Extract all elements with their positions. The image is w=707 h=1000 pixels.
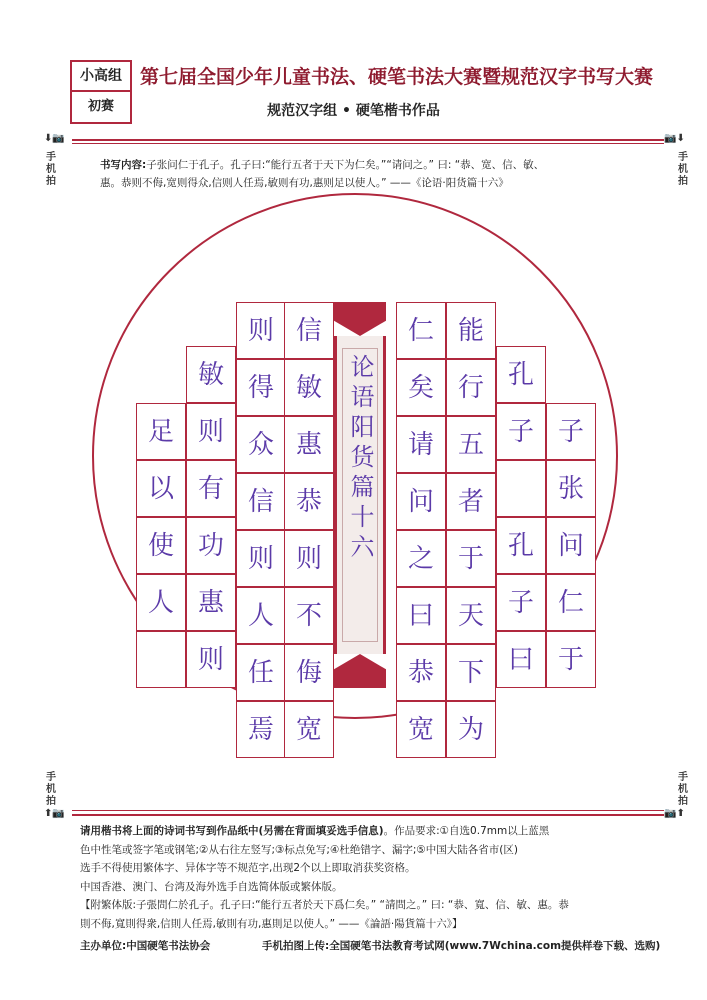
scroll-title: 论语阳货篇十六 bbox=[346, 354, 374, 564]
grid-cell: 问 bbox=[396, 473, 446, 530]
grid-cell: 张 bbox=[546, 460, 596, 517]
instruction-line-4: 中国香港、澳门、台湾及海外选手自选简体版或繁体版。 bbox=[80, 880, 343, 893]
grid-cell: 请 bbox=[396, 416, 446, 473]
traditional-line-2: 則不侮,寬則得衆,信則人任焉,敏則有功,惠則足以使人。” ——《論語·陽貨篇十六》】 bbox=[80, 917, 463, 930]
grid-cell: 惠 bbox=[284, 416, 334, 473]
writing-content bbox=[100, 156, 660, 192]
camera-icon: 📷⬇ bbox=[664, 133, 685, 144]
page-title: 第七届全国少年儿童书法、硬笔书法大赛暨规范汉字书写大赛 bbox=[140, 66, 654, 88]
side-label-right-top: 手机拍 bbox=[678, 152, 688, 187]
title-scroll bbox=[334, 302, 386, 688]
grid-cell: 以 bbox=[136, 460, 186, 517]
grid-cell: 焉 bbox=[236, 701, 286, 758]
round-label: 初赛 bbox=[87, 99, 114, 114]
grid-cell: 之 bbox=[396, 530, 446, 587]
bottom-rule-thin bbox=[72, 810, 664, 811]
scroll-top-band bbox=[334, 302, 386, 336]
grid-cell: 人 bbox=[236, 587, 286, 644]
grid-cell: 则 bbox=[284, 530, 334, 587]
grid-cell: 孔 bbox=[496, 346, 546, 403]
grid-cell: 敏 bbox=[284, 359, 334, 416]
content-line-1: 子张问仁于孔子。孔子曰:“能行五者于天下为仁矣。”“请问之。” 曰: “恭、宽、信、敏、 bbox=[146, 159, 545, 171]
camera-icon: ⬇📷 bbox=[44, 133, 65, 144]
bottom-rule bbox=[72, 814, 664, 816]
grid-cell: 矣 bbox=[396, 359, 446, 416]
instruction-line-3: 选手不得使用繁体字、异体字等不规范字,出现2个以上即取消获奖资格。 bbox=[80, 862, 416, 874]
top-rule bbox=[72, 139, 664, 141]
grid-cell bbox=[496, 460, 546, 517]
grid-cell: 惠 bbox=[186, 574, 236, 631]
grid-cell: 问 bbox=[546, 517, 596, 574]
instruction-bold: 请用楷书将上面的诗词书写到作品纸中(另需在背面填妥选手信息) bbox=[80, 825, 384, 837]
grid-cell: 于 bbox=[446, 530, 496, 587]
grid-cell: 者 bbox=[446, 473, 496, 530]
grid-cell: 天 bbox=[446, 587, 496, 644]
grid-cell: 于 bbox=[546, 631, 596, 688]
grid-cell: 足 bbox=[136, 403, 186, 460]
grid-cell: 能 bbox=[446, 302, 496, 359]
page-subtitle: 规范汉字组 • 硬笔楷书作品 bbox=[267, 103, 440, 119]
grid-cell: 敏 bbox=[186, 346, 236, 403]
instruction-line-2: 色中性笔或签字笔或钢笔;②从右往左竖写;③标点免写;④杜绝错字、漏字;⑤中国大陆各省市(区) bbox=[80, 843, 518, 856]
grid-cell: 得 bbox=[236, 359, 286, 416]
camera-icon: 📷⬆ bbox=[664, 808, 685, 819]
side-label-right-bottom: 手机拍 bbox=[678, 772, 688, 807]
grid-cell: 任 bbox=[236, 644, 286, 701]
grid-cell bbox=[136, 631, 186, 688]
grid-cell: 功 bbox=[186, 517, 236, 574]
grid-cell: 下 bbox=[446, 644, 496, 701]
grid-cell: 曰 bbox=[396, 587, 446, 644]
grid-cell: 则 bbox=[236, 530, 286, 587]
grid-cell: 子 bbox=[546, 403, 596, 460]
grid-cell: 仁 bbox=[396, 302, 446, 359]
grid-cell: 孔 bbox=[496, 517, 546, 574]
grid-cell: 信 bbox=[236, 473, 286, 530]
grid-cell: 则 bbox=[186, 403, 236, 460]
grid-cell: 子 bbox=[496, 574, 546, 631]
grid-cell: 信 bbox=[284, 302, 334, 359]
traditional-line-1: 【附繁体版:子張問仁於孔子。孔子曰:“能行五者於天下爲仁矣。” “請問之。” 曰: “恭、寬、信、敏、惠。恭 bbox=[80, 899, 569, 911]
grid-cell: 使 bbox=[136, 517, 186, 574]
grid-cell: 众 bbox=[236, 416, 286, 473]
grid-cell: 行 bbox=[446, 359, 496, 416]
grid-cell: 有 bbox=[186, 460, 236, 517]
grid-cell: 仁 bbox=[546, 574, 596, 631]
grid-cell: 人 bbox=[136, 574, 186, 631]
content-label: 书写内容: bbox=[100, 159, 147, 171]
group-label: 小高组 bbox=[72, 62, 130, 92]
grid-cell: 五 bbox=[446, 416, 496, 473]
content-line-2: 惠。恭则不侮,宽则得众,信则人任焉,敏则有功,惠则足以使人。” ——《论语·阳货篇十六》 bbox=[100, 177, 509, 189]
camera-icon: ⬆📷 bbox=[44, 808, 65, 819]
grid-cell: 子 bbox=[496, 403, 546, 460]
instructions bbox=[80, 822, 670, 933]
instruction-rest: 。作品要求:①自选0.7mm以上蓝黑 bbox=[383, 825, 550, 837]
side-label-left-bottom: 手机拍 bbox=[46, 772, 56, 807]
grid-cell: 曰 bbox=[496, 631, 546, 688]
organizer: 主办单位:中国硬笔书法协会 bbox=[80, 940, 211, 952]
grid-cell: 宽 bbox=[396, 701, 446, 758]
grid-cell: 侮 bbox=[284, 644, 334, 701]
grid-cell: 为 bbox=[446, 701, 496, 758]
top-rule-thin bbox=[72, 143, 664, 144]
grid-cell: 宽 bbox=[284, 701, 334, 758]
upload-info: 手机拍图上传:全国硬笔书法教育考试网(www.7Wchina.com提供样卷下载、选购) bbox=[262, 940, 661, 952]
grid-cell: 恭 bbox=[284, 473, 334, 530]
grid-cell: 不 bbox=[284, 587, 334, 644]
scroll-bottom-band bbox=[334, 654, 386, 688]
grid-cell: 恭 bbox=[396, 644, 446, 701]
grid-cell: 则 bbox=[186, 631, 236, 688]
grid-cell: 则 bbox=[236, 302, 286, 359]
side-label-left-top: 手机拍 bbox=[46, 152, 56, 187]
